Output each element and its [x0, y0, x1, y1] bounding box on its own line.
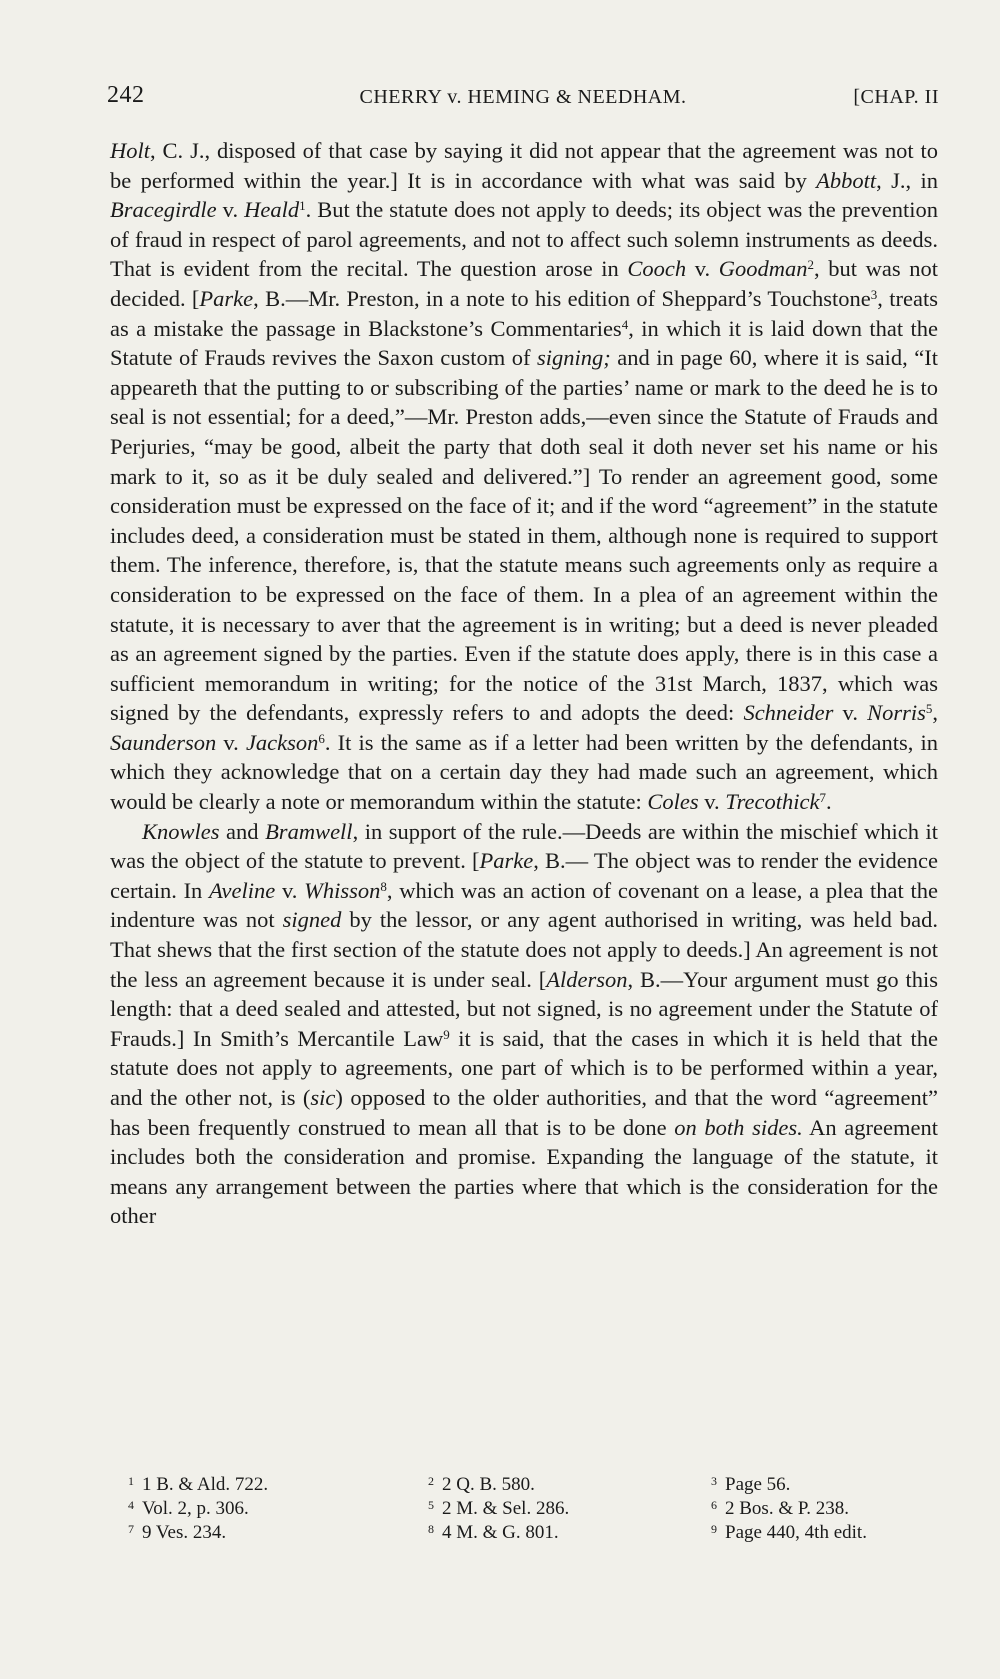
text-run: , B.—Your argument must go this length: that a deed sealed and attested, but not signed, is no agreement under the Statute of Frauds.] In Smith’s Mercantile Law	[110, 966, 938, 1051]
text-run: , treats as a mistake the passage in Blackstone’s Commentaries	[110, 285, 938, 341]
text-run: v.	[833, 700, 868, 726]
footnote	[128, 1498, 428, 1519]
running-header	[107, 82, 939, 116]
footnote	[711, 1474, 938, 1495]
text-run: , in support of the rule.—Deeds are within the mischief which it was the object of the statute to prevent. [	[110, 818, 938, 874]
footnote	[428, 1498, 711, 1519]
footnote-ref: 1	[299, 198, 306, 214]
text-run: v.	[275, 877, 305, 903]
case-name: Goodman	[718, 256, 808, 282]
case-name: Coles	[647, 789, 699, 815]
emphasis: on both sides.	[674, 1114, 803, 1140]
footnote-text: 2 M. & Sel. 286.	[442, 1498, 570, 1519]
footnotes	[128, 1474, 938, 1543]
text-run: , B.—Mr. Preston, in a note to his edition of Sheppard’s Touchstone	[253, 285, 871, 311]
footnote-text: 1 B. & Ald. 722.	[142, 1474, 269, 1495]
footnote-number: 8	[428, 1522, 434, 1536]
case-name: Saunderson	[110, 729, 217, 755]
emphasis: signing;	[537, 345, 611, 371]
footnote-number: 9	[711, 1522, 717, 1536]
text-run: , but was not decided. [	[110, 256, 938, 311]
footnote-ref: 3	[870, 286, 878, 302]
footnote-text: Page 56.	[725, 1474, 791, 1495]
text-run: it is said, that the cases in which it is held that the statute does not apply to agreements, one part of which is to be performed within a year, and the other not, is (	[110, 1025, 938, 1110]
text-run: ,	[932, 700, 938, 726]
footnote-number: 3	[711, 1474, 717, 1488]
chapter-label: [CHAP. II	[853, 86, 939, 108]
case-name: Norris	[867, 700, 926, 726]
footnote-number: 7	[128, 1522, 134, 1536]
case-name: Parke	[479, 848, 534, 874]
footnote-text: 2 Bos. & P. 238.	[725, 1498, 850, 1519]
text-run: v.	[698, 789, 726, 815]
paragraph-2	[110, 817, 938, 1231]
footnote-text: Page 440, 4th edit.	[725, 1522, 867, 1543]
footnote	[128, 1474, 428, 1495]
footnote-text: 4 M. & G. 801.	[442, 1522, 559, 1543]
text-run: . It is the same as if a letter had been written by the defendants, in which they acknowledge that on a certain day they had made such an agreement, which would be clearly a note or memorandum within the statute:	[110, 729, 938, 815]
text-run: , which was an action of covenant on a lease, a plea that the indenture was not	[110, 877, 938, 933]
text-run: by the lessor, or any agent authorised in writing, was held bad. That shews that the first section of the statute does not apply to deeds.] An agreement is not the less an agreement because it is under seal. [	[110, 907, 938, 992]
case-name: Schneider	[743, 700, 834, 726]
case-name: Whisson	[304, 877, 381, 903]
footnote-number: 6	[711, 1498, 717, 1512]
text-run: , J., in	[876, 167, 938, 193]
case-name: Abbott	[816, 167, 877, 193]
text-run: v.	[686, 256, 719, 282]
text-run: ) opposed to the older authorities, and that the word “agreement” has been frequently construed to mean all that is to be done	[110, 1085, 938, 1140]
emphasis: sic	[310, 1085, 336, 1110]
footnote	[128, 1522, 428, 1543]
footnote-number: 2	[428, 1474, 434, 1488]
footnote-ref: 4	[621, 316, 629, 332]
case-name: Cooch	[627, 256, 687, 282]
footnote-number: 1	[128, 1474, 134, 1488]
case-name: Heald	[244, 197, 300, 223]
footnote	[711, 1498, 938, 1519]
footnote-text: Vol. 2, p. 306.	[142, 1498, 249, 1519]
text-run: v.	[216, 729, 246, 755]
case-name: Holt	[110, 138, 151, 163]
body-text	[110, 136, 938, 1231]
text-run: v.	[216, 197, 245, 223]
emphasis: signed	[282, 907, 342, 933]
case-name: Jackson	[245, 729, 319, 755]
text-run: and	[219, 818, 266, 844]
case-name: Bracegirdle	[110, 197, 217, 223]
text-run: , B.— The object was to render the evidence certain. In	[110, 848, 938, 903]
footnote-ref: 8	[380, 878, 387, 894]
running-title: CHERRY v. HEMING & NEEDHAM.	[359, 86, 687, 108]
text-run: . But the statute does not apply to deeds; its object was the prevention of fraud in respect of parol agreements, and not to affect such solemn instruments as deeds. That is evident from the recital. The question arose in	[110, 197, 939, 282]
text-run: An agreement includes both the consideration and promise. Expanding the language of the statute, it means any arrangement between the parties where that which is the consideration for the other	[110, 1114, 938, 1229]
footnote	[428, 1522, 711, 1543]
footnote-ref: 7	[819, 790, 826, 806]
footnote	[428, 1474, 711, 1495]
footnote-ref: 5	[925, 701, 933, 717]
case-name: Trecothick	[725, 789, 820, 815]
footnote-ref: 2	[807, 257, 815, 273]
footnote-text: 9 Ves. 234.	[142, 1522, 227, 1543]
paragraph-1	[110, 136, 938, 817]
counsel-name: Knowles	[142, 818, 220, 844]
footnote-number: 5	[428, 1498, 434, 1512]
footnote-ref: 6	[318, 730, 325, 746]
page-number: 242	[107, 82, 145, 108]
case-name: Alderson	[546, 966, 628, 992]
footnote-text: 2 Q. B. 580.	[442, 1474, 535, 1495]
text-run: , C. J., disposed of that case by saying it did not appear that the agreement was not to be performed within the year.] It is in accordance with what was said by	[110, 138, 938, 193]
text-run: .	[825, 789, 832, 815]
counsel-name: Bramwell	[265, 818, 353, 844]
footnote-number: 4	[128, 1498, 134, 1512]
footnote	[711, 1522, 938, 1543]
footnote-ref: 9	[443, 1026, 450, 1042]
text-run: and in page 60, where it is said, “It appeareth that the putting to or subscribing of the parties’ name or mark to the deed he is to seal is not essential; for a deed,”—Mr. Preston adds,—even since the Statute of Frauds and Perjuries, “may be good, albeit the party that doth seal it doth never set his name or his mark to it, so as it be duly sealed and delivered.”] To render an agreement good, some consideration must be expressed on the face of it; and if the word “agreement” in the statute includes deed, a consideration must be stated in them, although none is required to support them. The inference, therefore, is, that the statute means such agreements only as require a consideration to be expressed on the face of them. In a plea of an agreement within the statute, it is necessary to aver that the agreement is in writing; but a deed is never pleaded as an agreement signed by the parties. Even if the statute does apply, there is in this case a sufficient memorandum in writing; for the notice of the 31st March, 1837, which was signed by the defendants, expressly refers to and adopts the deed:	[110, 345, 938, 726]
case-name: Parke	[199, 285, 254, 311]
case-name: Aveline	[209, 877, 276, 903]
text-run: , in which it is laid down that the Statute of Frauds revives the Saxon custom of	[110, 315, 938, 371]
